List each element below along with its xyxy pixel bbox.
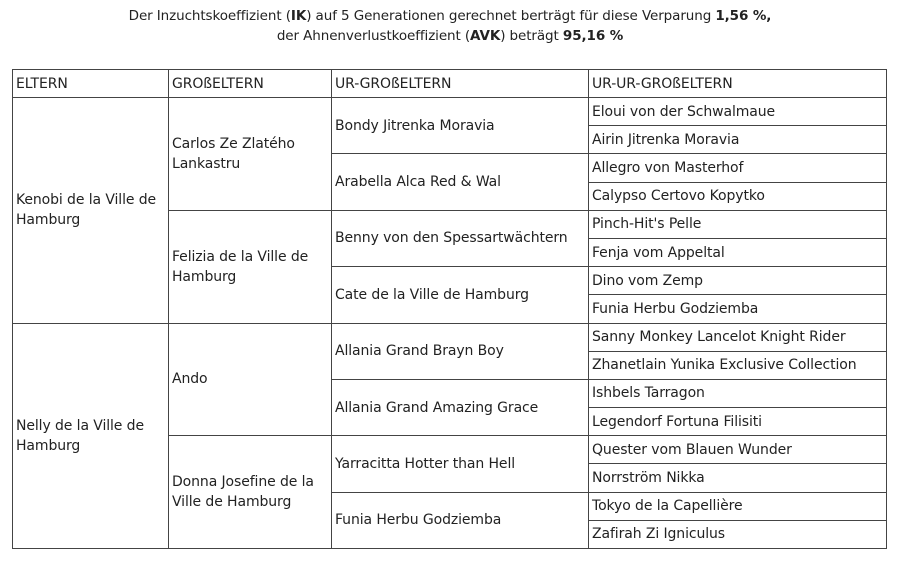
grandparent-cell: Donna Josefine de la Ville de Hamburg <box>169 436 332 549</box>
ancestor-cell: Eloui von der Schwalmaue <box>589 98 887 126</box>
table-row <box>13 98 887 126</box>
ancestor-cell: Legendorf Fortuna Filisiti <box>589 408 887 436</box>
pedigree-table <box>12 69 887 549</box>
ancestor-cell: Calypso Certovo Kopytko <box>589 182 887 210</box>
ancestor-cell: Funia Herbu Godziemba <box>589 295 887 323</box>
ik-abbreviation: IK <box>290 8 307 24</box>
header-row <box>13 70 887 98</box>
great-grandparent-cell: Bondy Jitrenka Moravia <box>332 98 589 154</box>
ancestor-cell: Pinch-Hit's Pelle <box>589 210 887 238</box>
table-row <box>13 323 887 351</box>
ancestor-cell: Fenja vom Appeltal <box>589 238 887 266</box>
ancestor-cell: Airin Jitrenka Moravia <box>589 126 887 154</box>
grandparent-cell: Ando <box>169 323 332 436</box>
parent-cell: Nelly de la Ville de Hamburg <box>13 323 169 549</box>
parent-cell: Kenobi de la Ville de Hamburg <box>13 98 169 324</box>
header-grosseltern: GROßELTERN <box>169 70 332 98</box>
ancestor-cell: Quester vom Blauen Wunder <box>589 436 887 464</box>
great-grandparent-cell: Allania Grand Brayn Boy <box>332 323 589 379</box>
avk-value: 95,16 % <box>562 28 624 44</box>
great-grandparent-cell: Cate de la Ville de Hamburg <box>332 267 589 323</box>
ancestor-cell: Norrström Nikka <box>589 464 887 492</box>
ancestor-cell: Zhanetlain Yunika Exclusive Collection <box>589 351 887 379</box>
ancestor-cell: Zafirah Zi Igniculus <box>589 520 887 548</box>
avk-abbreviation: AVK <box>470 28 501 44</box>
summary-line-avk: der Ahnenverlustkoeffizient (AVK) beträgt 95,16 % <box>276 28 624 44</box>
grandparent-cell: Carlos Ze Zlatého Lankastru <box>169 98 332 211</box>
header-ur-ur-grosseltern: UR-UR-GROßELTERN <box>589 70 887 98</box>
header-eltern: ELTERN <box>13 70 169 98</box>
great-grandparent-cell: Allania Grand Amazing Grace <box>332 379 589 435</box>
ancestor-cell: Sanny Monkey Lancelot Knight Rider <box>589 323 887 351</box>
ancestor-cell: Allegro von Masterhof <box>589 154 887 182</box>
ancestor-cell: Dino vom Zemp <box>589 267 887 295</box>
coefficient-summary <box>0 6 900 46</box>
summary-line-ik: Der Inzuchtskoeffizient (IK) auf 5 Generationen gerechnet berträgt für diese Verparung 1,56 %, <box>128 8 772 24</box>
great-grandparent-cell: Arabella Alca Red & Wal <box>332 154 589 210</box>
great-grandparent-cell: Funia Herbu Godziemba <box>332 492 589 548</box>
ancestor-cell: Tokyo de la Capellière <box>589 492 887 520</box>
great-grandparent-cell: Yarracitta Hotter than Hell <box>332 436 589 492</box>
header-ur-grosseltern: UR-GROßELTERN <box>332 70 589 98</box>
ancestor-cell: Ishbels Tarragon <box>589 379 887 407</box>
great-grandparent-cell: Benny von den Spessartwächtern <box>332 210 589 266</box>
grandparent-cell: Felizia de la Ville de Hamburg <box>169 210 332 323</box>
ik-value: 1,56 %, <box>715 8 772 24</box>
